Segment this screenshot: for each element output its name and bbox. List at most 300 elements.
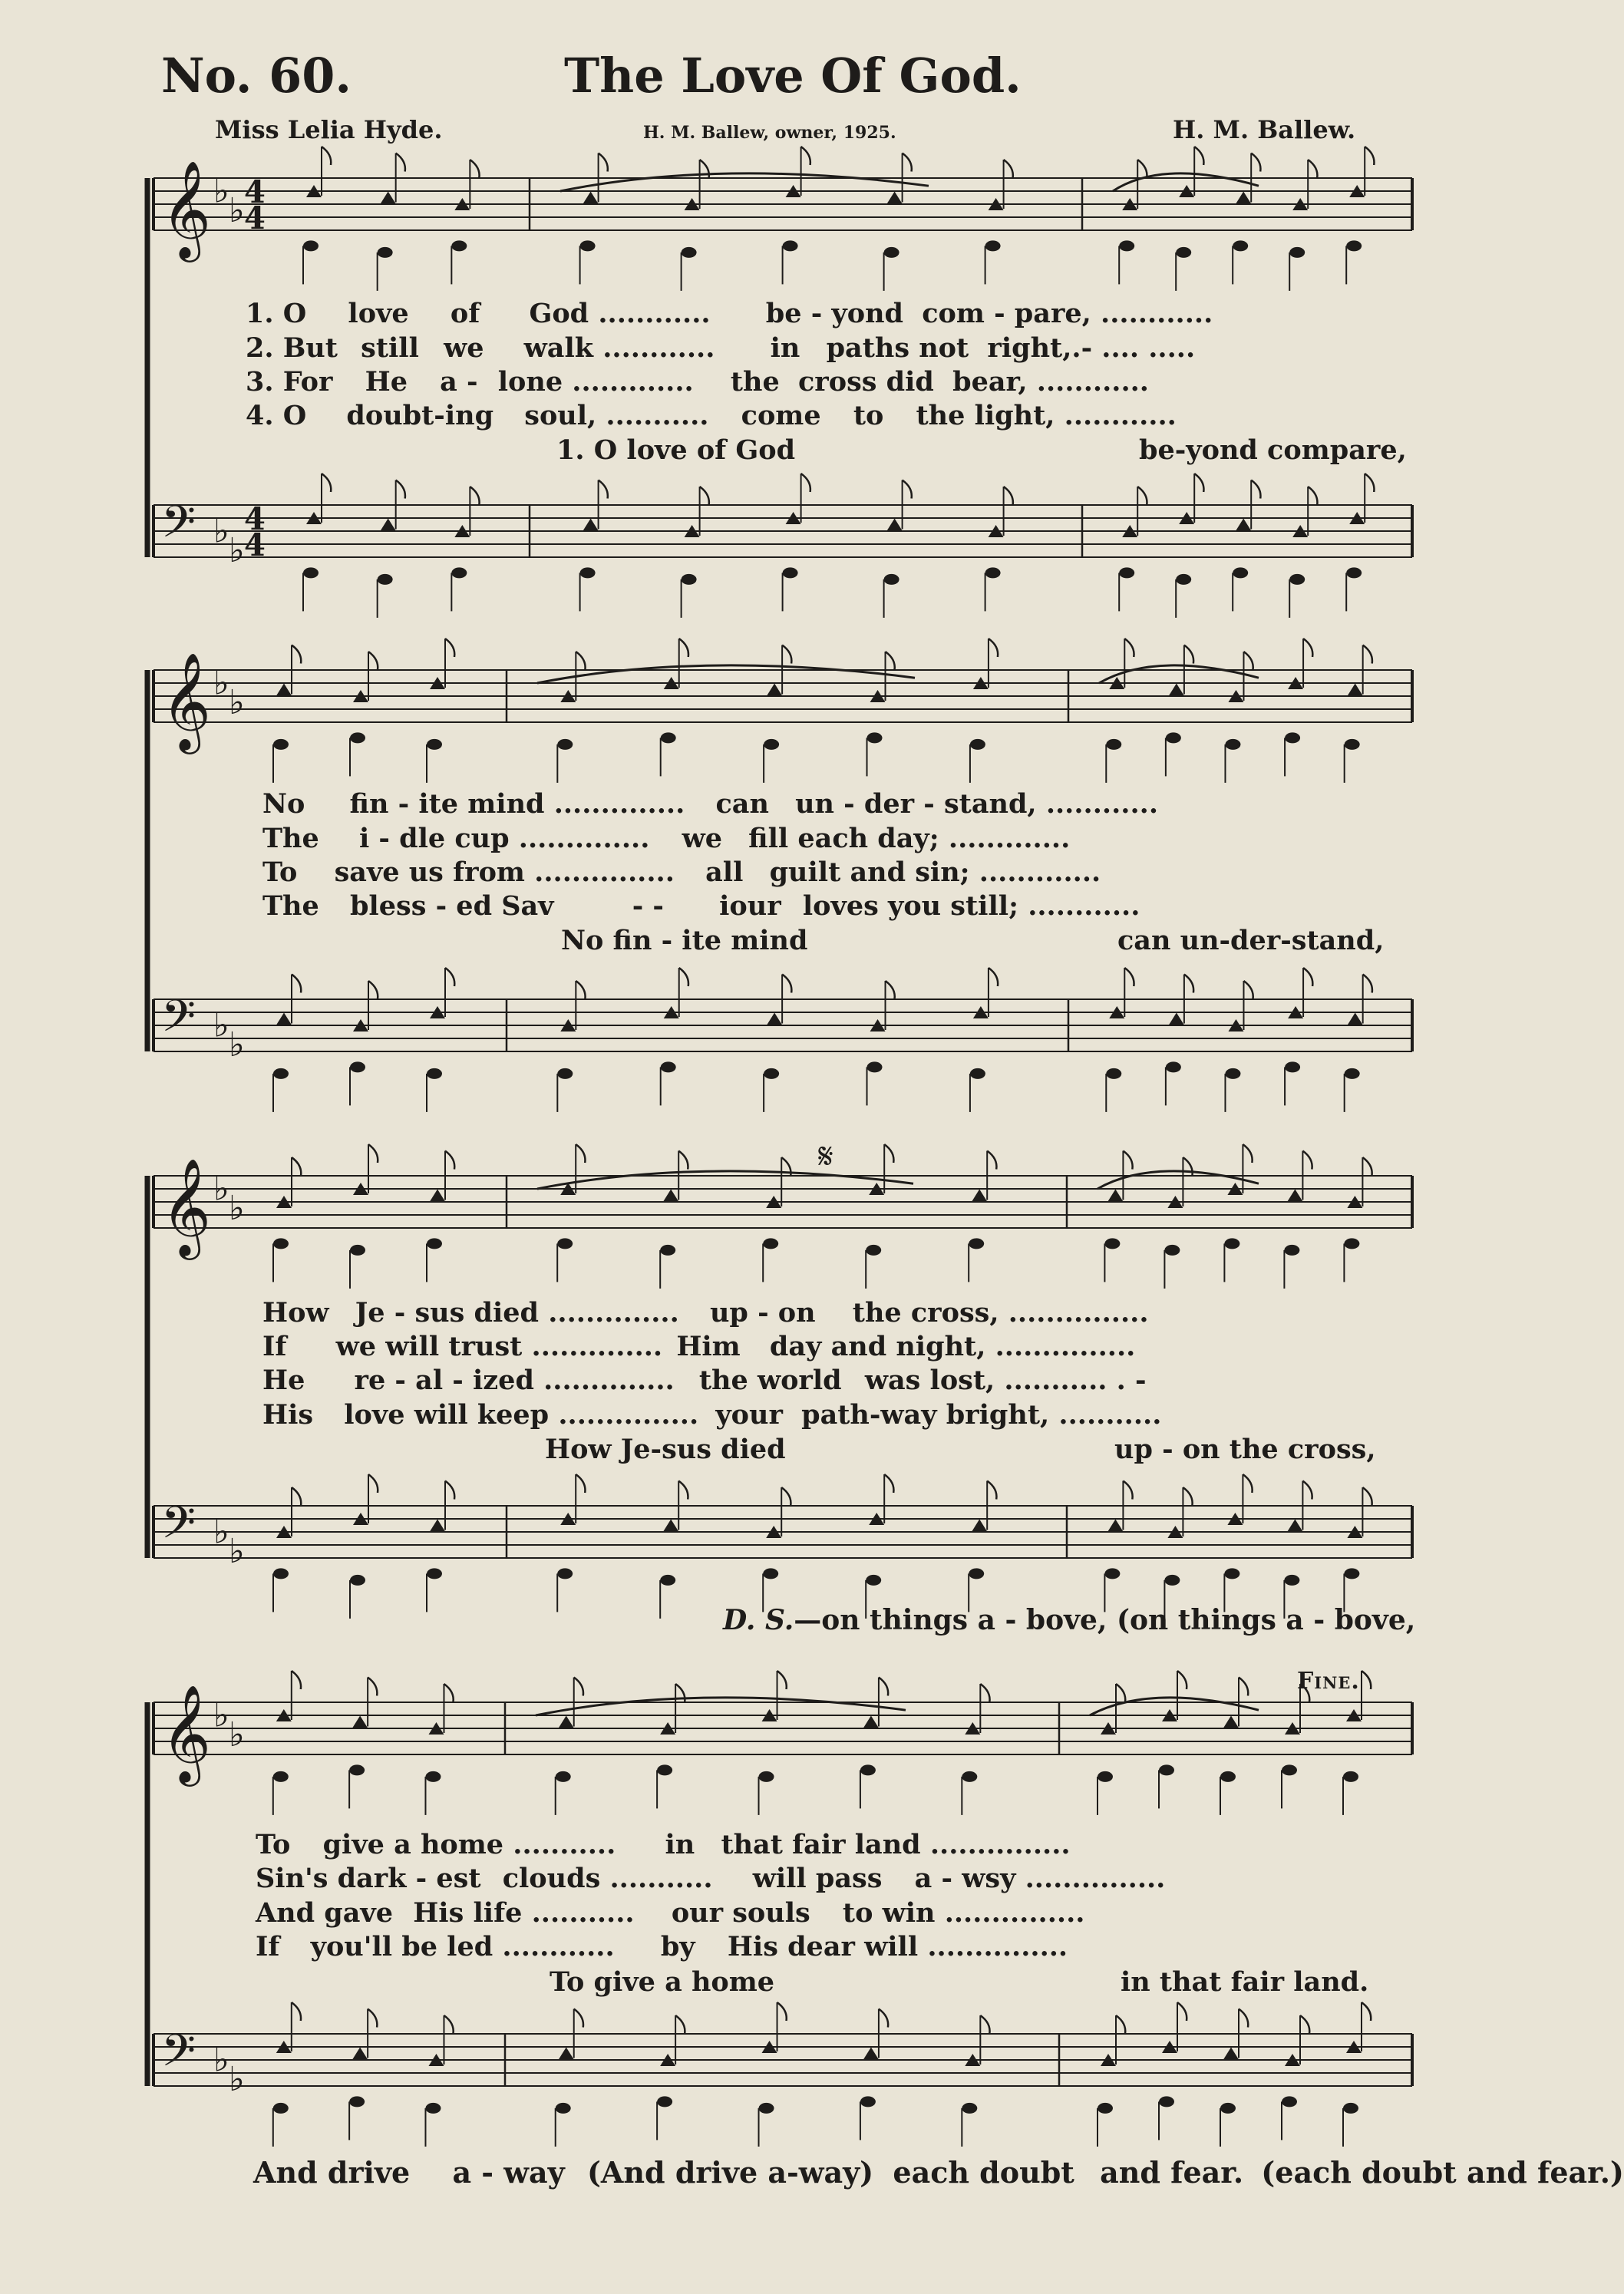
lyric-word: by <box>660 1931 695 1962</box>
note-flag <box>678 1151 688 1170</box>
flat-icon: ♭ <box>213 171 229 211</box>
bass-cue-text: up - on the cross, <box>1114 1434 1376 1465</box>
lyric-word: His life <box>413 1897 523 1929</box>
lyric-dots: ............... <box>1008 1297 1149 1329</box>
note-head <box>1346 240 1362 251</box>
lyric-word: loves you still; <box>802 890 1018 922</box>
note-head <box>1223 1716 1239 1728</box>
note-head <box>583 519 599 531</box>
note-flag <box>1137 160 1147 178</box>
lyric-word: 4. O <box>246 400 307 431</box>
note-head <box>860 1764 876 1775</box>
note-head <box>661 732 676 743</box>
note-flag <box>903 480 912 499</box>
note-flag <box>445 1151 454 1170</box>
note-head <box>303 240 319 251</box>
note-head <box>970 1068 985 1079</box>
note-head <box>1289 247 1305 258</box>
note-flag <box>1362 1157 1371 1176</box>
note-flag <box>879 1678 888 1696</box>
lyric-word: bear, ............ <box>952 366 1149 398</box>
lyric-word: fill each day; <box>748 823 939 854</box>
refrain-word: a - way <box>452 2155 565 2190</box>
bass-clef-icon: 𝄢 <box>161 1497 196 1560</box>
lyric-dots: .............. <box>531 1331 663 1362</box>
note-flag <box>368 981 378 999</box>
note-flag <box>292 645 301 664</box>
verse-line <box>262 1399 1161 1431</box>
note-flag <box>801 474 810 492</box>
note-flag <box>1137 487 1147 505</box>
note-flag <box>1303 968 1312 986</box>
note-head <box>1348 1013 1363 1025</box>
note-head <box>427 1068 442 1079</box>
note-head <box>1164 1245 1180 1256</box>
note-head <box>866 1245 881 1256</box>
note-flag <box>1124 968 1134 986</box>
lyric-word: save us from <box>334 857 525 888</box>
note-flag <box>322 147 331 165</box>
note-flag <box>445 1481 454 1500</box>
note-flag <box>700 487 709 505</box>
note-head <box>430 1190 445 1202</box>
flat-icon: ♭ <box>229 1188 245 1228</box>
note-flag <box>1124 639 1134 657</box>
note-head <box>682 247 697 258</box>
note-head <box>1159 2096 1174 2107</box>
note-flag <box>675 2015 685 2034</box>
verse-line <box>256 1829 1071 1860</box>
lyric-word: your <box>715 1399 783 1431</box>
lyric-word: up - on <box>709 1297 816 1329</box>
note-head <box>763 1238 778 1249</box>
lyric-word: our souls <box>671 1897 810 1929</box>
note-head <box>884 247 899 258</box>
lyric-word: be - yond <box>765 298 904 329</box>
note-head <box>352 2048 368 2060</box>
lyric-word: 3. For <box>246 366 333 398</box>
lyric-dots: .............. <box>518 823 650 854</box>
flat-icon: ♭ <box>213 1512 229 1552</box>
hymn-number: No. 60. <box>161 48 352 104</box>
refrain-word: (each doubt and fear.) <box>1261 2155 1624 2190</box>
note-flag <box>1251 480 1260 499</box>
note-flag <box>396 153 405 172</box>
note-head <box>867 732 883 743</box>
tie-arc <box>537 1171 913 1189</box>
tie-arc <box>537 665 915 683</box>
flat-icon: ♭ <box>213 1005 229 1045</box>
note-head <box>276 684 292 696</box>
note-head <box>557 739 573 750</box>
lyric-word: still <box>361 332 419 364</box>
note-head <box>580 240 596 251</box>
note-head <box>352 1716 368 1728</box>
lyric-word: right,.- .... ..... <box>987 332 1196 364</box>
lyric-word: that fair land <box>721 1829 921 1860</box>
lyric-word: clouds <box>502 1863 601 1894</box>
flat-icon: ♭ <box>229 1715 245 1754</box>
note-head <box>1223 2048 1239 2060</box>
tie-arc <box>1099 665 1259 683</box>
note-flag <box>886 652 895 670</box>
note-head <box>860 2096 876 2107</box>
lyric-word: to win <box>842 1897 936 1929</box>
lyric-word: bless - ed Sav <box>349 890 554 922</box>
lyric-dots: ............... <box>929 1829 1071 1860</box>
note-flag <box>1243 652 1253 670</box>
note-flag <box>884 1144 893 1163</box>
note-head <box>1176 247 1191 258</box>
lyric-word: The <box>262 890 319 922</box>
lyric-word: His <box>262 1399 314 1431</box>
note-head <box>1119 240 1134 251</box>
note-head <box>1220 2103 1236 2114</box>
lyric-word: The <box>262 823 319 854</box>
flat-icon: ♭ <box>229 1531 245 1571</box>
verse-line <box>262 1297 1149 1329</box>
note-head <box>1233 240 1248 251</box>
note-head <box>557 1568 573 1579</box>
note-head <box>273 1568 289 1579</box>
flat-icon: ♭ <box>229 190 245 230</box>
lyric-word: re - al - ized <box>354 1365 534 1396</box>
note-head <box>1343 2103 1358 2114</box>
verse-line <box>262 823 1070 854</box>
note-flag <box>1308 160 1317 178</box>
note-head <box>350 1245 365 1256</box>
lyric-dots: ............. <box>979 857 1101 888</box>
lyric-dots: ........... <box>513 1829 616 1860</box>
note-head <box>1343 1771 1358 1782</box>
note-flag <box>987 1481 996 1500</box>
note-flag <box>576 1144 585 1163</box>
note-head <box>1164 1575 1180 1586</box>
note-head <box>1344 1568 1359 1579</box>
lyric-dots: ........... <box>609 1863 713 1894</box>
note-head <box>1284 1575 1299 1586</box>
flat-icon: ♭ <box>229 1025 245 1064</box>
bass-clef-icon: 𝄢 <box>161 990 196 1053</box>
note-head <box>1176 574 1191 585</box>
note-flag <box>1302 1481 1312 1500</box>
lyric-word: in <box>770 332 800 364</box>
bass-cue-text: 1. O love of God <box>556 434 796 466</box>
note-flag <box>574 2009 583 2028</box>
lyric-word: com - pare, <box>922 298 1091 329</box>
verse-line <box>246 366 1149 398</box>
note-flag <box>679 639 688 657</box>
note-head <box>887 519 903 531</box>
lyric-word: day and night, <box>769 1331 986 1362</box>
note-head <box>1287 1520 1302 1532</box>
note-head <box>1233 567 1248 578</box>
note-head <box>970 739 985 750</box>
note-head <box>557 1068 573 1079</box>
note-flag <box>989 639 998 657</box>
note-flag <box>801 147 810 165</box>
note-head <box>1169 1013 1184 1025</box>
lyric-word: Him <box>676 1331 741 1362</box>
note-head <box>1224 1238 1239 1249</box>
note-head <box>1106 1068 1121 1079</box>
lyric-word: we <box>682 823 722 854</box>
note-head <box>557 1238 573 1249</box>
note-flag <box>1363 645 1372 664</box>
note-flag <box>576 652 585 670</box>
note-flag <box>445 639 454 657</box>
note-flag <box>782 975 791 993</box>
note-head <box>349 1764 365 1775</box>
note-flag <box>1308 487 1317 505</box>
note-head <box>1166 732 1181 743</box>
verse-line <box>262 788 1158 820</box>
note-head <box>427 739 442 750</box>
bass-cue-text: How Je-sus died <box>545 1434 786 1465</box>
verse-line <box>246 400 1177 431</box>
lyric-word: If <box>256 1931 280 1962</box>
lyric-word: love <box>348 298 409 329</box>
note-head <box>1166 1061 1181 1072</box>
closing-refrain-text <box>253 2155 1624 2190</box>
lyric-word: i - dle cup <box>358 823 510 854</box>
note-flag <box>368 1678 377 1696</box>
note-flag <box>1116 1684 1125 1702</box>
lyric-word: No <box>262 788 305 820</box>
tie-arc <box>560 173 929 191</box>
time-signature-top: 4 <box>244 174 266 210</box>
note-flag <box>574 1678 583 1696</box>
lyric-word: we will trust <box>335 1331 523 1362</box>
note-head <box>273 1771 289 1782</box>
lyric-dots: ........... <box>531 1897 635 1929</box>
time-signature-bottom: 4 <box>244 200 266 236</box>
note-flag <box>1303 639 1312 657</box>
note-flag <box>1239 1678 1248 1696</box>
note-head <box>887 192 903 204</box>
note-head <box>451 240 467 251</box>
lyric-word: His dear will <box>727 1931 919 1962</box>
note-head <box>661 1061 676 1072</box>
lyric-word: the cross, <box>852 1297 999 1329</box>
note-head <box>350 1061 365 1072</box>
verse-line <box>262 890 1140 922</box>
note-flag <box>1123 1151 1132 1170</box>
flat-icon: ♭ <box>213 1695 229 1735</box>
note-head <box>1107 1190 1123 1202</box>
note-head <box>863 1716 879 1728</box>
note-head <box>276 1013 292 1025</box>
note-head <box>378 247 393 258</box>
note-head <box>559 2048 574 2060</box>
note-head <box>969 1568 984 1579</box>
note-head <box>962 2103 977 2114</box>
note-flag <box>576 981 585 999</box>
note-head <box>273 1238 289 1249</box>
note-head <box>556 2103 571 2114</box>
note-head <box>767 684 782 696</box>
note-head <box>381 519 396 531</box>
dal-segno-text <box>723 1604 1415 1636</box>
lyric-dots: ............ <box>1028 890 1140 922</box>
fine-marking: Fine. <box>1297 1668 1360 1695</box>
verse-line <box>256 1863 1165 1894</box>
tie-arc <box>536 1698 906 1715</box>
note-flag <box>368 1144 378 1163</box>
lyric-word: And gave <box>256 1897 394 1929</box>
lyric-word: To <box>256 1829 291 1860</box>
lyric-word: in <box>665 1829 695 1860</box>
note-flag <box>1365 474 1374 492</box>
note-head <box>1169 684 1184 696</box>
note-head <box>425 2103 441 2114</box>
note-head <box>863 2048 879 2060</box>
lyric-word: How <box>262 1297 329 1329</box>
note-flag <box>1243 981 1253 999</box>
note-head <box>273 739 289 750</box>
refrain-word: each doubt <box>893 2155 1074 2190</box>
lyric-dots: ............... <box>558 1399 699 1431</box>
bass-clef-icon: 𝄢 <box>161 496 196 559</box>
note-flag <box>1365 147 1374 165</box>
time-signature-bottom: 4 <box>244 527 266 563</box>
lyric-dots: .............. <box>548 1297 679 1329</box>
note-head <box>350 732 365 743</box>
note-flag <box>1116 2015 1125 2034</box>
lyric-word: paths not <box>826 332 969 364</box>
ds-marker: D. S. <box>723 1604 794 1636</box>
verse-line <box>256 1931 1068 1962</box>
lyric-word: soul, <box>524 400 597 431</box>
note-flag <box>1239 2009 1248 2028</box>
note-flag <box>879 2009 888 2028</box>
treble-clef-icon: 𝄞 <box>161 652 212 750</box>
note-flag <box>1184 975 1193 993</box>
note-head <box>580 567 596 578</box>
flat-icon: ♭ <box>213 511 229 551</box>
note-flag <box>292 975 301 993</box>
note-head <box>1345 1068 1360 1079</box>
note-head <box>962 1771 977 1782</box>
lyric-word: give a home <box>322 1829 504 1860</box>
lyric-dots: ............... <box>1025 1863 1166 1894</box>
flat-icon: ♭ <box>213 663 229 703</box>
note-head <box>1224 1568 1239 1579</box>
note-flag <box>1194 147 1203 165</box>
lyric-word: path-way bright, <box>801 1399 1050 1431</box>
lyric-word: If <box>262 1331 287 1362</box>
note-flag <box>445 968 454 986</box>
lyric-dots: .............. <box>543 1365 675 1396</box>
lyric-word: you'll be led <box>310 1931 493 1962</box>
lyric-word: He <box>365 366 408 398</box>
treble-clef-icon: 𝄞 <box>161 1157 212 1256</box>
lyric-word: 2. But <box>246 332 338 364</box>
lyric-word: iour <box>719 890 781 922</box>
lyric-word: 1. O <box>246 298 307 329</box>
lyric-dots: ............. <box>572 366 694 398</box>
note-head <box>378 574 393 585</box>
lyric-dots: ............... <box>534 857 675 888</box>
treble-clef-icon: 𝄞 <box>161 160 212 258</box>
note-flag <box>470 160 479 178</box>
lyric-word: walk <box>523 332 594 364</box>
note-head <box>660 1575 675 1586</box>
verse-line <box>246 332 1195 364</box>
lyric-dots: ............ <box>602 332 715 364</box>
lyric-word: all <box>705 857 744 888</box>
lyric-word: God <box>529 298 589 329</box>
note-flag <box>599 153 608 172</box>
copyright-notice: H. M. Ballew, owner, 1925. <box>643 123 896 143</box>
note-head <box>1098 1771 1113 1782</box>
lyric-dots: ............... <box>995 1331 1136 1362</box>
note-head <box>972 1190 987 1202</box>
refrain-word: and fear. <box>1100 2155 1244 2190</box>
note-flag <box>1183 1487 1192 1506</box>
note-flag <box>1302 1151 1312 1170</box>
note-flag <box>1004 487 1013 505</box>
note-flag <box>1177 2002 1187 2021</box>
verse-line <box>256 1897 1084 1929</box>
note-head <box>972 1520 987 1532</box>
note-flag <box>1243 1144 1252 1163</box>
note-head <box>1284 1245 1299 1256</box>
lyricist-credit: Miss Lelia Hyde. <box>215 115 443 144</box>
note-head <box>1225 1068 1240 1079</box>
hymn-title: The Love Of God. <box>564 48 1022 104</box>
note-flag <box>777 2002 787 2021</box>
note-flag <box>777 1671 787 1689</box>
note-flag <box>903 153 912 172</box>
note-head <box>985 567 1001 578</box>
note-head <box>1236 192 1251 204</box>
note-flag <box>470 487 479 505</box>
lyric-word: the world <box>698 1365 842 1396</box>
lyric-word: we <box>444 332 484 364</box>
note-flag <box>599 480 608 499</box>
note-head <box>273 1068 289 1079</box>
lyric-dots: ............... <box>927 1931 1068 1962</box>
lyric-dots: ............ <box>502 1931 615 1962</box>
note-flag <box>1194 474 1203 492</box>
note-flag <box>444 1684 453 1702</box>
note-head <box>1159 1764 1174 1775</box>
note-head <box>1344 1238 1359 1249</box>
note-head <box>556 1771 571 1782</box>
lyric-dots: - - <box>632 890 664 922</box>
note-head <box>1346 567 1362 578</box>
bass-cue-text: in that fair land. <box>1121 1966 1369 1998</box>
note-head <box>1282 1764 1297 1775</box>
treble-clef-icon: 𝄞 <box>161 1684 212 1782</box>
lyric-word: guilt and sin; <box>769 857 970 888</box>
lyric-word: un - der - stand, <box>795 788 1037 820</box>
note-flag <box>781 1487 791 1506</box>
lyric-dots: ........... <box>606 400 709 431</box>
segno-icon: 𝄋 <box>818 1135 833 1177</box>
note-head <box>1348 684 1363 696</box>
note-flag <box>987 1151 996 1170</box>
note-flag <box>989 968 998 986</box>
lyric-dots: ............. <box>948 823 1071 854</box>
note-flag <box>322 474 331 492</box>
lyric-word: lone <box>497 366 563 398</box>
lyric-word: of <box>450 298 480 329</box>
lyric-dots: .............. <box>553 788 685 820</box>
note-head <box>759 1771 774 1782</box>
note-head <box>663 1520 678 1532</box>
